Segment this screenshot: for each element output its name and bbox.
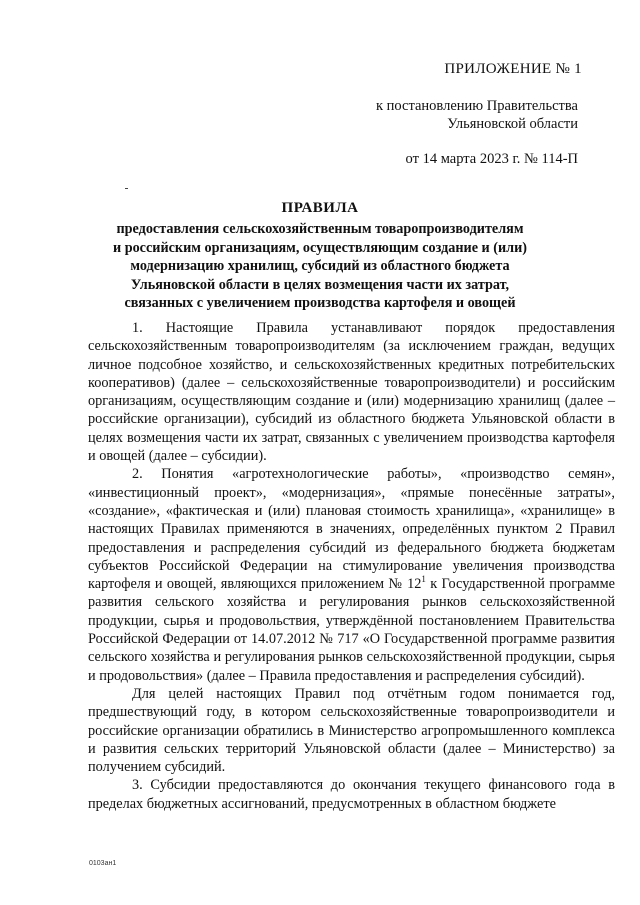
appendix-date-number: от 14 марта 2023 г. № 114-П bbox=[405, 151, 578, 167]
paragraph-4: 3. Субсидии предоставляются до окончания текущего финансового года в пределах бюджетных ассигнований, предусмотренных в областном бюджете bbox=[88, 777, 615, 812]
appendix-region: Ульяновской области bbox=[447, 116, 578, 132]
subtitle-line: предоставления сельскохозяйственным товаропроизводителям bbox=[116, 221, 524, 237]
document-title: ПРАВИЛА bbox=[281, 200, 359, 216]
document-subtitle bbox=[88, 220, 552, 313]
subtitle-line: связанных с увеличением производства картофеля и овощей bbox=[124, 295, 516, 311]
footnote-superscript: 1 bbox=[421, 574, 426, 585]
paragraph-3: Для целей настоящих Правил под отчётным годом понимается год, предшествующий году, в котором сельскохозяйственные товаропроизводители и российские организации обратились в Министерство агропромышленного комплекса и развития сельских территорий Ульяновской области (далее – Министерство) за получением субсидий. bbox=[88, 685, 615, 776]
paragraph-2 bbox=[88, 465, 615, 685]
subtitle-line: Ульяновской области в целях возмещения части их затрат, bbox=[130, 276, 510, 293]
paragraph-2-text: 2. Понятия «агротехнологические работы», «производство семян», «инвестиционный проект», «модернизация», «прямые понесённые затраты», «создание», «фактическая и (или) плановая стоимость хранилища», «хранилище» в настоящих Правилах применяются в значениях, определённых пунктом 2 Правил предоставления и распределения субсидий из федерального бюджета бюджетам субъектов Российской Федерации на стимулирование увеличения производства картофеля и овощей, являющихся приложением № 12 bbox=[88, 466, 615, 593]
appendix-resolution-ref: к постановлению Правительства bbox=[376, 98, 578, 114]
paragraph-1: 1. Настоящие Правила устанавливают порядок предоставления сельскохозяйственным товаропроизводителям (за исключением граждан, ведущих личное подсобное хозяйство, и сельскохозяйственных кредитных потребительских кооперативов) (далее – сельскохозяйственные товаропроизводители) и российским организациям, осуществляющим создание и (или) модернизацию хранилищ (далее – российские организации), субсидий из областного бюджета Ульяновской области в целях возмещения части их затрат, связанных с увеличением производства картофеля и овощей (далее – субсидии). bbox=[88, 320, 615, 465]
paragraph-2-continuation: к Государственной программе развития сельского хозяйства и регулирования рынков сельскохозяйственной продукции, сырья и продовольствия, утверждённой постановлением Правительства Российской Федерации от 14.07.2012 № 717 «О Государственной программе развития сельского хозяйства и регулирования рынков сельскохозяйственной продукции, сырья и продовольствия» (далее – Правила предоставления и распределения субсидий). bbox=[88, 576, 615, 684]
subtitle-line: и российским организациям, осуществляющим создание и (или) bbox=[112, 239, 528, 256]
appendix-title: ПРИЛОЖЕНИЕ № 1 bbox=[444, 61, 582, 77]
scan-speck bbox=[125, 188, 128, 189]
subtitle-line: модернизацию хранилищ, субсидий из областного бюджета bbox=[130, 258, 510, 274]
document-body bbox=[88, 319, 615, 813]
footer-document-code: 0103ан1 bbox=[89, 860, 117, 867]
